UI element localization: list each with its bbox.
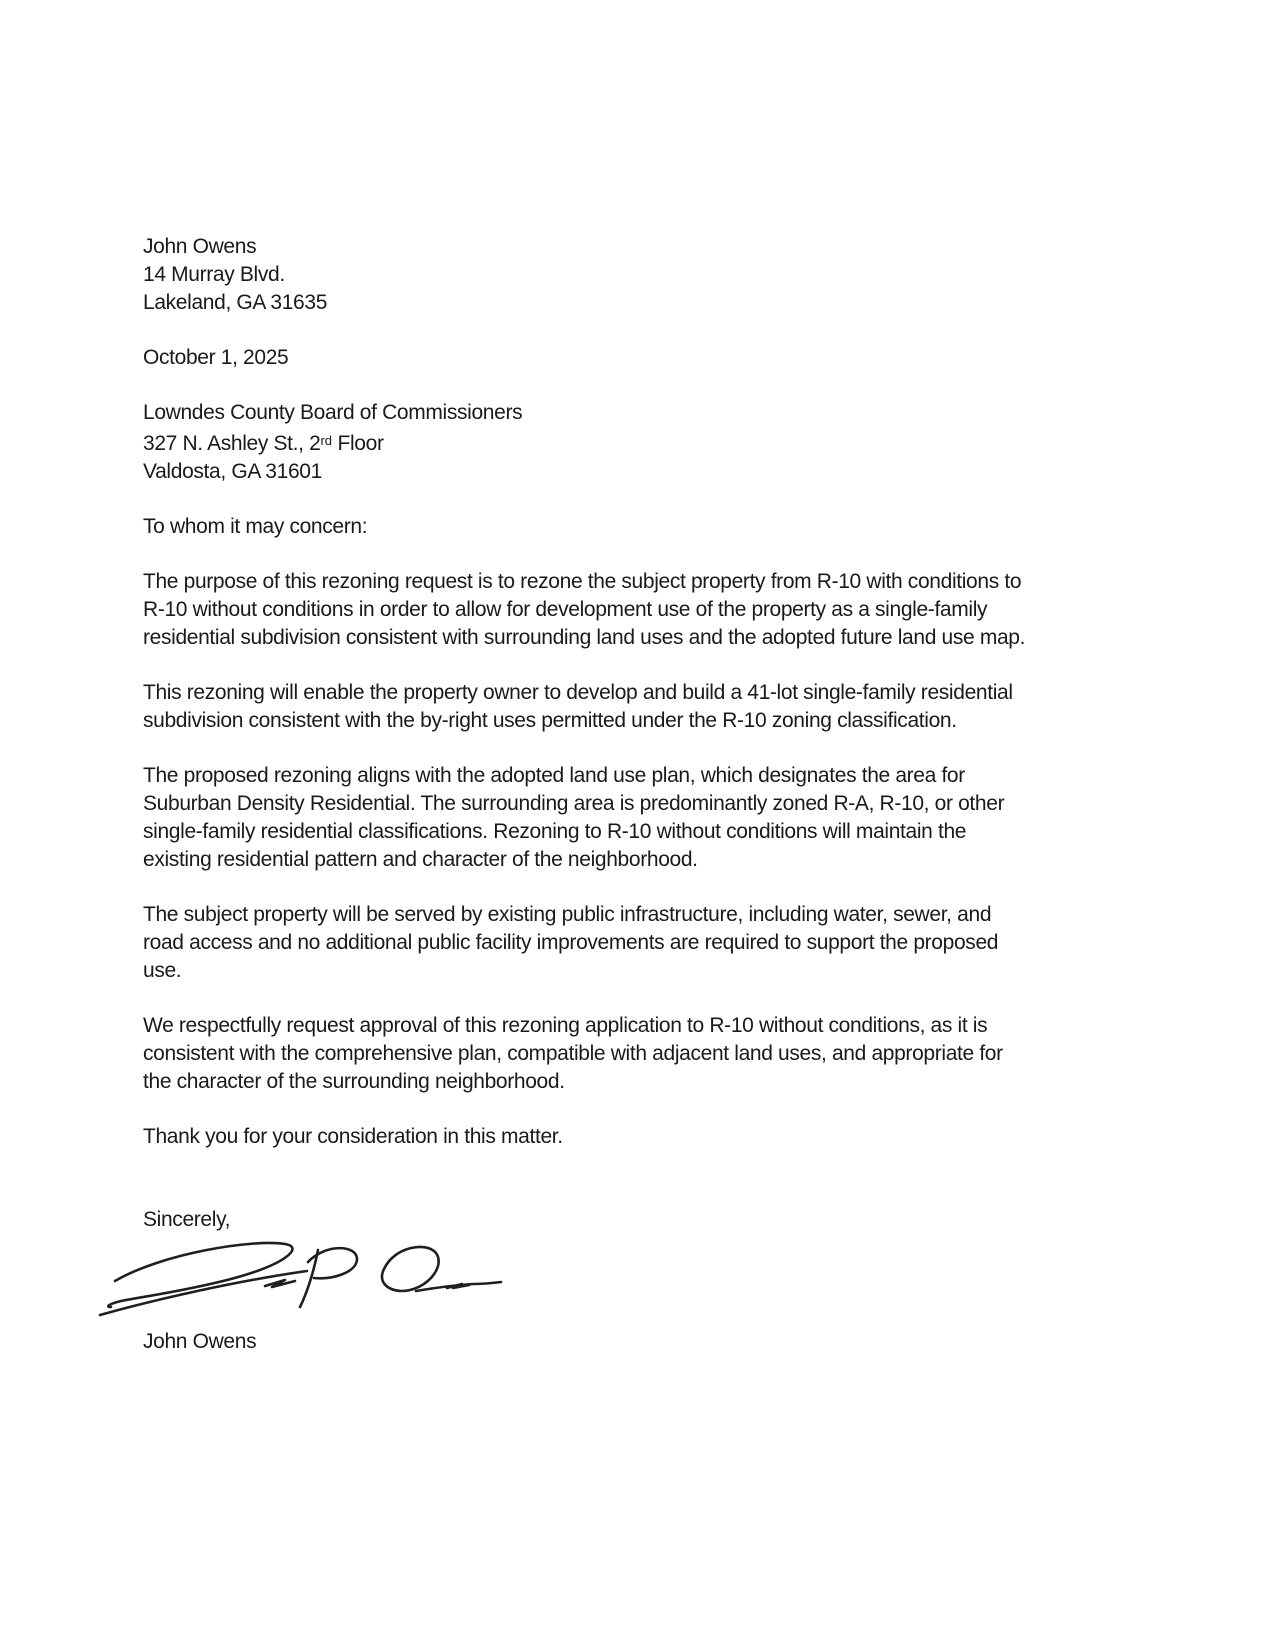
letter-content — [143, 233, 1183, 1356]
paragraph-line: This rezoning will enable the property owner to develop and build a 41-lot single-family residential — [143, 680, 1013, 704]
recipient-street-prefix: 327 N. Ashley St., 2 — [143, 431, 321, 455]
paragraph-5 — [143, 1012, 1183, 1096]
paragraph-line: The purpose of this rezoning request is to rezone the subject property from R-10 with conditions to — [143, 569, 1022, 593]
signature-name-block — [143, 1328, 1183, 1356]
paragraph-line: R-10 without conditions in order to allow for development use of the property as a single-family — [143, 597, 988, 621]
salutation: To whom it may concern: — [143, 514, 368, 538]
date-line: October 1, 2025 — [143, 346, 289, 369]
recipient-block — [143, 399, 1183, 486]
recipient-street-suffix: Floor — [332, 431, 384, 455]
recipient-street-ordinal: rd — [320, 433, 333, 448]
paragraph-line: use. — [143, 958, 182, 982]
sender-block — [143, 233, 1183, 317]
sender-name: John Owens — [143, 235, 257, 258]
signature-name: John Owens — [143, 1329, 257, 1353]
closing-block — [143, 1206, 1183, 1234]
paragraph-line: Thank you for your consideration in this matter. — [143, 1124, 563, 1148]
paragraph-line: residential subdivision consistent with surrounding land uses and the adopted future land use map. — [143, 625, 1026, 649]
salutation-block — [143, 513, 1183, 541]
recipient-city-line: Valdosta, GA 31601 — [143, 459, 322, 483]
recipient-name: Lowndes County Board of Commissioners — [143, 401, 523, 424]
paragraph-line: road access and no additional public facility improvements are required to support the proposed — [143, 930, 999, 954]
paragraph-4 — [143, 901, 1183, 985]
paragraph-line: single-family residential classifications. Rezoning to R-10 without conditions will maintain the — [143, 819, 967, 843]
paragraph-line: The proposed rezoning aligns with the adopted land use plan, which designates the area for — [143, 763, 965, 787]
paragraph-line: Suburban Density Residential. The surrounding area is predominantly zoned R-A, R-10, or other — [143, 791, 1005, 815]
paragraph-line: subdivision consistent with the by-right uses permitted under the R-10 zoning classification. — [143, 708, 957, 732]
paragraph-2 — [143, 679, 1183, 735]
paragraph-1 — [143, 568, 1183, 652]
signature-svg — [95, 1238, 505, 1320]
signature-image — [95, 1238, 505, 1320]
sender-address-line2: Lakeland, GA 31635 — [143, 291, 328, 314]
sender-address-line1: 14 Murray Blvd. — [143, 263, 285, 286]
paragraph-line: existing residential pattern and character of the neighborhood. — [143, 847, 698, 871]
paragraph-line: consistent with the comprehensive plan, compatible with adjacent land uses, and appropriate for — [143, 1041, 1003, 1065]
closing: Sincerely, — [143, 1207, 231, 1231]
paragraph-line: the character of the surrounding neighborhood. — [143, 1069, 565, 1093]
paragraph-6 — [143, 1123, 1183, 1151]
paragraph-3 — [143, 762, 1183, 874]
paragraph-line: We respectfully request approval of this rezoning application to R-10 without conditions, as it is — [143, 1013, 988, 1037]
paragraph-line: The subject property will be served by existing public infrastructure, including water, sewer, and — [143, 902, 992, 926]
recipient-street — [143, 427, 1183, 458]
date-block — [143, 344, 1183, 372]
